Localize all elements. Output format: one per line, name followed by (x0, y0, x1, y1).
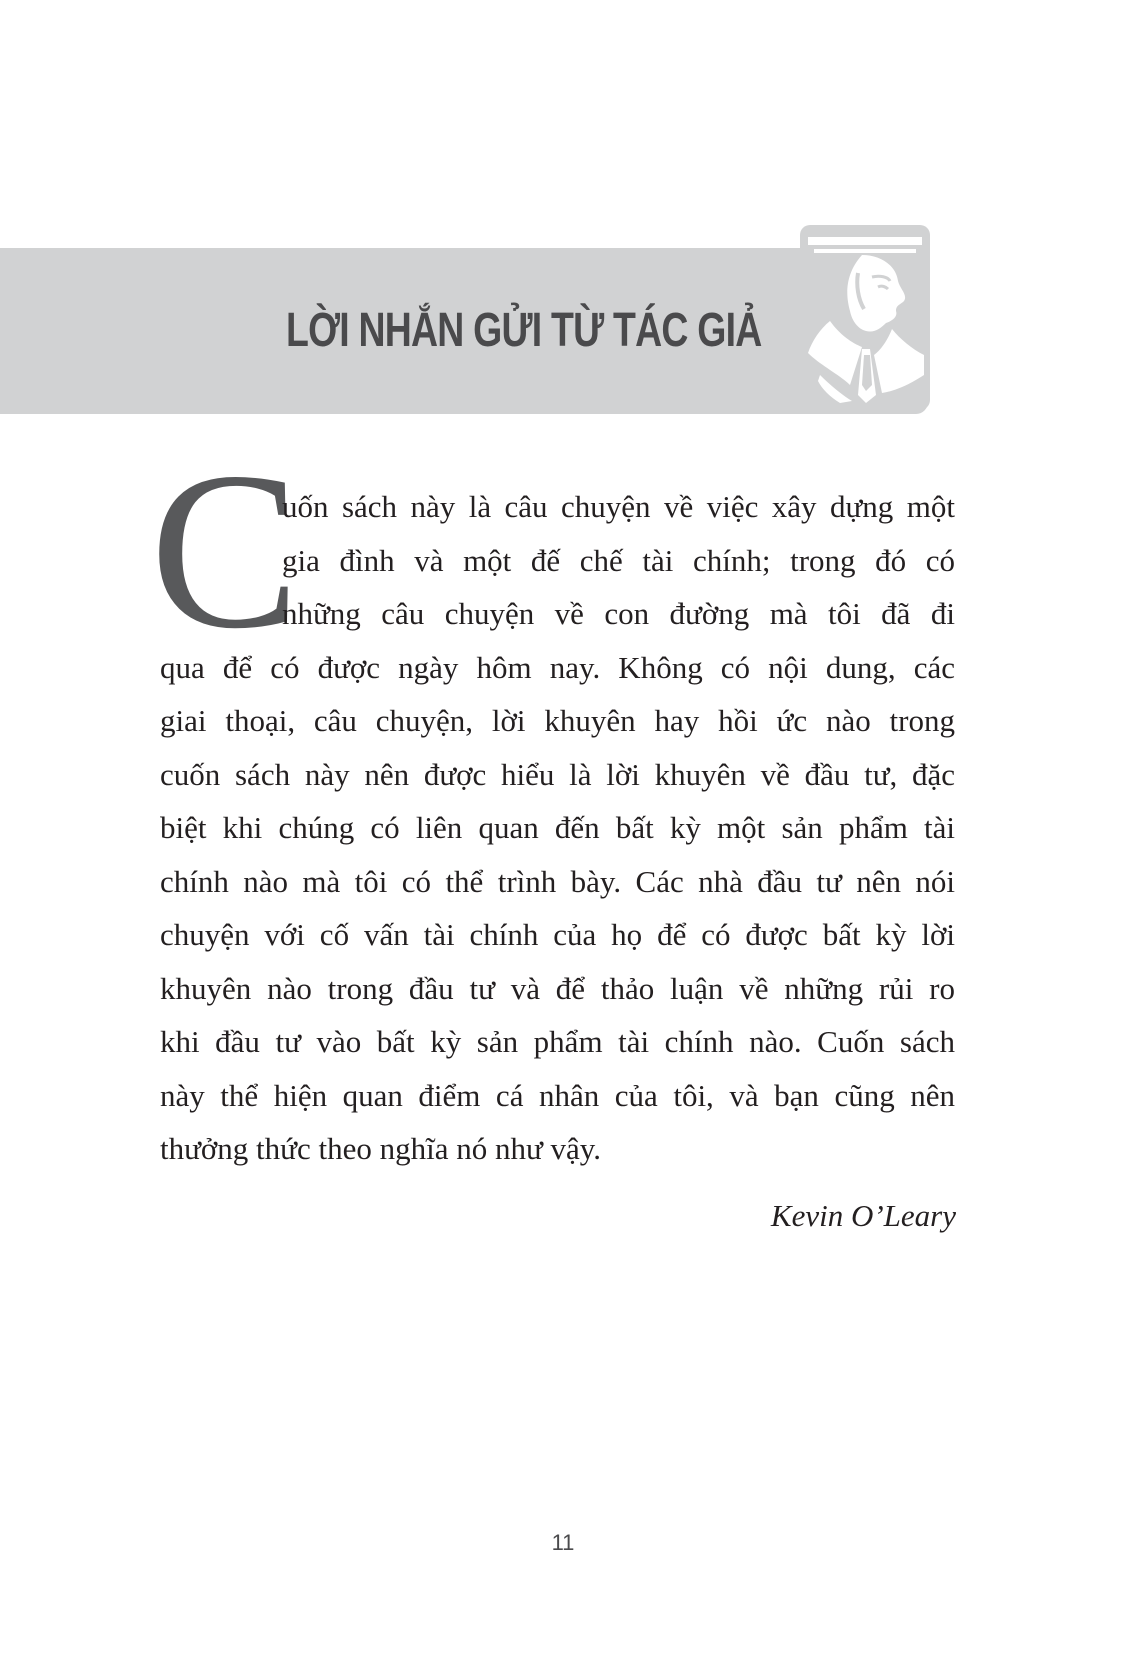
text-line: qua để có được ngày hôm nay. Không có nội dung, các (160, 649, 955, 685)
text-line: chuyện với cố vấn tài chính của họ để có được bất kỳ lời (160, 917, 955, 952)
text-line: gia đình và một đế chế tài chính; trong đó có (282, 542, 955, 578)
text-line: uốn sách này là câu chuyện về việc xây dựng một (282, 489, 955, 524)
text-line: biệt khi chúng có liên quan đến bất kỳ một sản phẩm tài (160, 810, 955, 845)
text-line: khi đầu tư vào bất kỳ sản phẩm tài chính nào. Cuốn sách (160, 1024, 955, 1059)
chapter-title: LỜI NHẮN GỬI TỪ TÁC GIẢ (286, 304, 762, 357)
text-line: này thể hiện quan điểm cá nhân của tôi, và bạn cũng nên (160, 1077, 955, 1113)
text-line: chính nào mà tôi có thể trình bày. Các nhà đầu tư nên nói (160, 863, 955, 899)
text-line: khuyên nào trong đầu tư và để thảo luận về những rủi ro (160, 970, 955, 1006)
body-paragraph (160, 480, 955, 1176)
text-line: cuốn sách này nên được hiểu là lời khuyên về đầu tư, đặc (160, 756, 955, 792)
text-line: những câu chuyện về con đường mà tôi đã đi (282, 596, 955, 631)
author-signature: Kevin O’Leary (770, 1198, 956, 1233)
text-line: thưởng thức theo nghĩa nó như vậy. (160, 1131, 602, 1166)
drop-cap: C (150, 425, 301, 675)
author-portrait-icon (800, 225, 930, 410)
text-line: giai thoại, câu chuyện, lời khuyên hay hồi ức nào trong (160, 703, 955, 738)
page-number: 11 (551, 1530, 575, 1555)
